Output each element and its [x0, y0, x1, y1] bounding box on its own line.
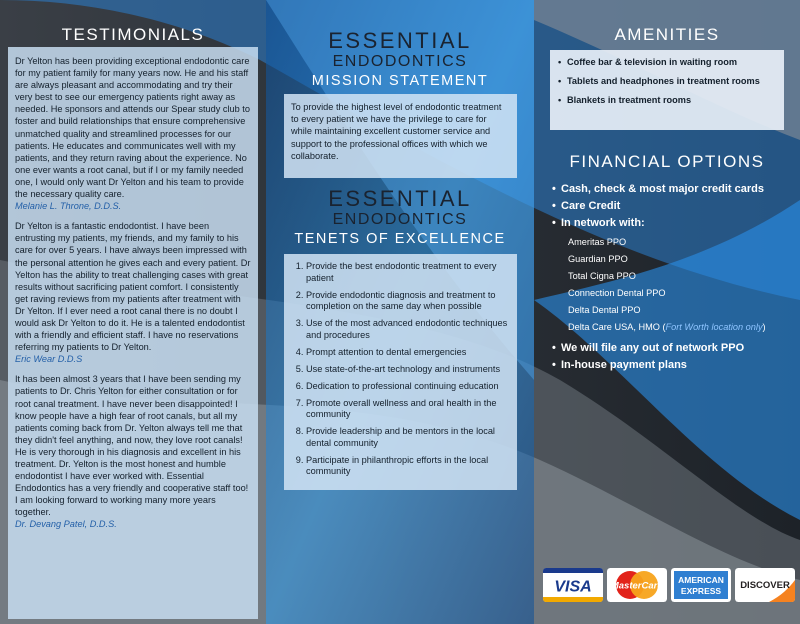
testimonial-text: It has been almost 3 years that I have been sending my patients to Dr. Chris Yelton for either consultation or for root canal treatment. I have never been disappointed! I know people have a high fear of root canals, but all my patients coming back from Dr. Yelton always tell me that they didn't feel anything, and now, they love root canals! He is very thorough in his diagnosis and excellent in his treatment. Dr. Yelton is the most honest and humble endodontist I have ever worked with. Essential Endodontics has a very friendly and cooperative staff too! I am looking forward to working many more years together. — [15, 374, 249, 518]
amenity-item: • Blankets in treatment rooms — [558, 95, 776, 105]
financial-item: • In-house payment plans — [552, 359, 792, 371]
amex-logo-text-1: AMERICAN — [678, 575, 724, 585]
insurance-item-delta-care — [568, 319, 792, 336]
credit-card-logos — [543, 568, 797, 604]
tenet-item: 6. Dedication to professional continuing education — [306, 381, 511, 393]
insurance-item: Delta Dental PPO — [568, 305, 641, 315]
financial-item: • We will file any out of network PPO — [552, 342, 792, 354]
tenets-list — [290, 261, 511, 478]
testimonial-author: Melanie L. Throne, D.D.S. — [15, 201, 122, 212]
brand-line-endodontics: ENDODONTICS — [332, 53, 468, 70]
tenets-heading — [266, 188, 534, 247]
testimonial-author: Eric Wear D.D.S — [15, 354, 83, 365]
visa-logo-text: VISA — [554, 578, 592, 596]
financial-item: • Cash, check & most major credit cards — [552, 183, 792, 195]
amenities-list — [558, 57, 776, 105]
mission-panel — [266, 0, 534, 624]
testimonial-text: Dr Yelton is a fantastic endodontist. I have been entrusting my patients, my friends, and my family to his care for over 5 years. I have always been impressed with the personal attention he gives each and every patient. Dr Yelton has the ability to treat challenging cases with great results without sacrificing patient comfort. I consistently get raving reviews from my patients after treatment with Dr Yelton. If I ever need a root canal there is no doubt I would ask Dr Yelton to do it. He is a talented endodontist with a friendly and efficient staff. I have no reservations referring my patients to Dr Yelton. — [15, 221, 251, 353]
discover-logo — [735, 568, 795, 602]
testimonial-1 — [15, 55, 251, 212]
tenet-item: 2. Provide endodontic diagnosis and treatment to completion on the same day when possible — [306, 290, 511, 313]
insurance-item: Connection Dental PPO — [568, 288, 666, 298]
paren-close: ) — [762, 322, 766, 332]
brand-line-endodontics: ENDODONTICS — [332, 211, 468, 228]
testimonial-text: Dr Yelton has been providing exceptional endodontic care for my patient family for many years now. He and his staff are always pleasant and accommodating and try their very best to see our emergency patients right away as needed. He sponsors and attends our Spear study club to foster and build relationships that ensure comprehensive unmatched quality and streamlined processes for our patients. He educates and communicates well with my patients, and they return raving about the experience. No one ever wants a root canal, but if I or my family needed one, I would only want Dr Yelton and his team to provide the necessary quality care. — [15, 56, 250, 200]
mission-statement-text: To provide the highest level of endodontic treatment to every patient we have the privilege to care for while maintaining excellent customer service and support to the professional offices with which we collaborate. — [291, 102, 502, 161]
mastercard-logo-text: MasterCard — [610, 580, 664, 592]
amex-logo-text-2: EXPRESS — [680, 586, 722, 596]
insurance-item: Total Cigna PPO — [568, 271, 636, 281]
amenities-box — [550, 50, 784, 130]
insurance-item: Guardian PPO — [568, 254, 628, 264]
insurance-item: Ameritas PPO — [568, 237, 627, 247]
testimonials-title: TESTIMONIALS — [61, 25, 205, 44]
financial-options-list — [552, 183, 792, 376]
mission-statement-title: MISSION STATEMENT — [311, 73, 489, 89]
financial-item: • Care Credit — [552, 200, 792, 212]
brand-line-essential: ESSENTIAL — [328, 28, 472, 53]
insurance-network-list — [568, 234, 792, 336]
tenet-item: 5. Use state-of-the-art technology and instruments — [306, 364, 511, 376]
testimonial-3 — [15, 373, 251, 530]
amenity-item: • Tablets and headphones in treatment rooms — [558, 76, 776, 86]
mastercard-logo — [607, 568, 667, 602]
testimonials-box — [8, 47, 258, 619]
amenity-item: • Coffee bar & television in waiting room — [558, 57, 776, 67]
tenet-item: 8. Provide leadership and be mentors in the local dental community — [306, 426, 511, 449]
visa-logo — [543, 568, 603, 602]
mission-heading — [266, 30, 534, 89]
brand-line-essential: ESSENTIAL — [328, 186, 472, 211]
financial-options-title: FINANCIAL OPTIONS — [569, 152, 765, 171]
amenities-title: AMENITIES — [614, 25, 720, 44]
tenet-item: 1. Provide the best endodontic treatment to every patient — [306, 261, 511, 284]
testimonial-2 — [15, 220, 251, 365]
tenets-box — [284, 254, 517, 490]
insurance-name: Delta Care USA, HMO ( — [568, 322, 666, 332]
amenities-financial-panel — [534, 0, 800, 624]
mission-statement-box — [284, 94, 517, 178]
amex-logo — [671, 568, 731, 602]
location-note: Fort Worth location only — [665, 322, 763, 332]
tenet-item: 3. Use of the most advanced endodontic techniques and procedures — [306, 318, 511, 341]
tenet-item: 9. Participate in philanthropic efforts in the local community — [306, 455, 511, 478]
financial-item: • In network with: — [552, 217, 792, 229]
testimonial-author: Dr. Devang Patel, D.D.S. — [15, 519, 117, 530]
discover-logo-text: DISCOVER — [740, 580, 790, 591]
testimonials-panel — [0, 0, 266, 624]
tenet-item: 7. Promote overall wellness and oral health in the community — [306, 398, 511, 421]
tenets-title: TENETS OF EXCELLENCE — [294, 231, 506, 247]
tenet-item: 4. Prompt attention to dental emergencies — [306, 347, 511, 359]
